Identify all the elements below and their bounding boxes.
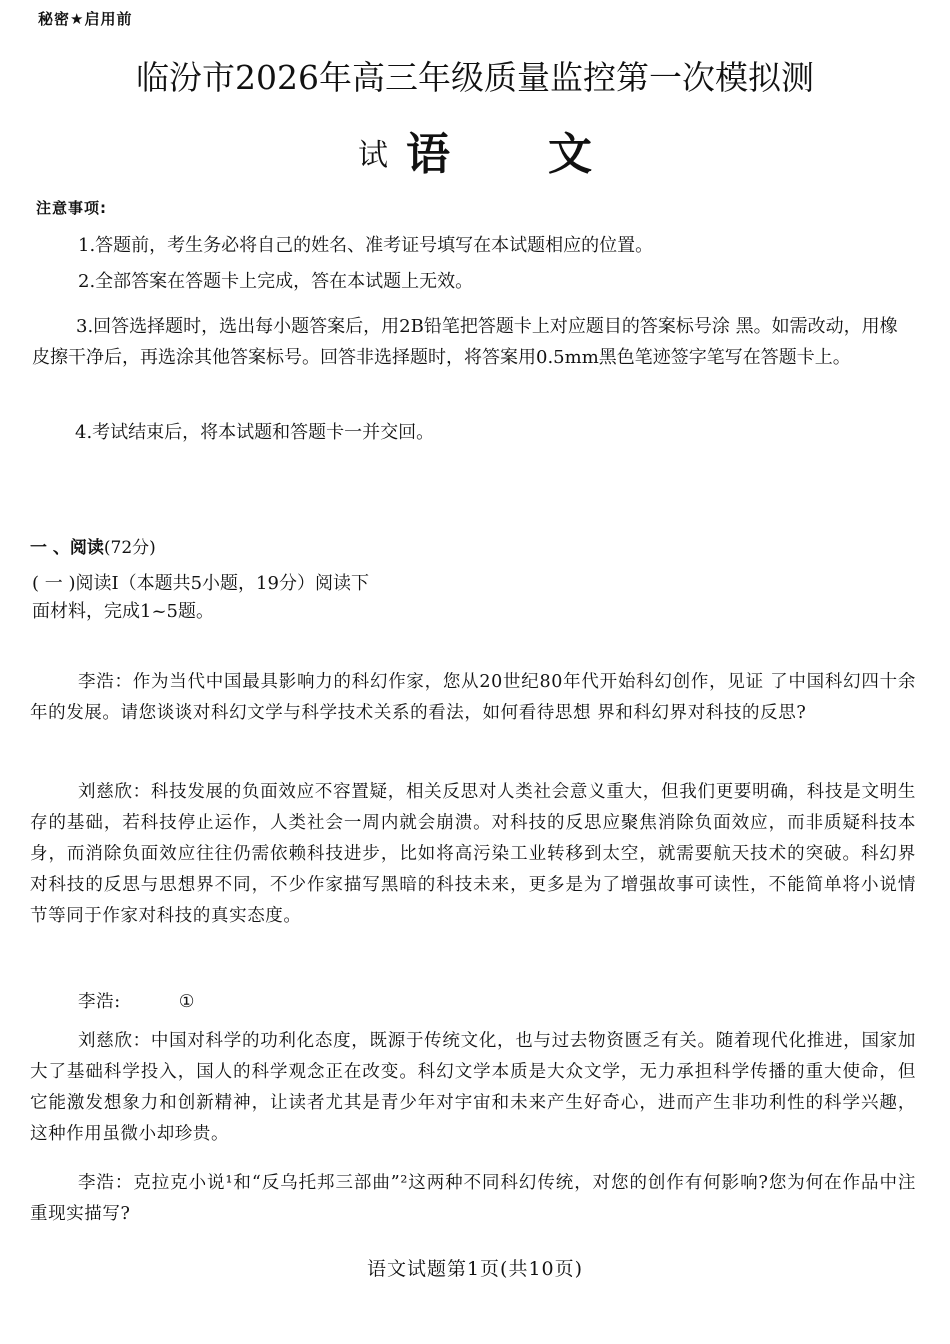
secret-label: 秘密★启用前 (38, 10, 133, 28)
notice-heading: 注意事项: (36, 199, 107, 217)
notice-item-1: 1.答题前，考生务必将自己的姓名、准考证号填写在本试题相应的位置。 (78, 235, 654, 256)
section-points: (72分) (103, 538, 156, 558)
notice-item-4: 4.考试结束后，将本试题和答题卡一并交回。 (75, 422, 435, 443)
notice-item-3: 3.回答选择题时，选出每小题答案后，用2B铅笔把答题卡上对应题目的答案标号涂 黑。如需改动，用橡皮擦干净后，再选涂其他答案标号。回答非选择题时，将答案用0.5mm黑色笔迹签字笔写在答题卡上。 (32, 316, 898, 368)
passage-paragraph: 刘慈欣：科技发展的负面效应不容置疑，相关反思对人类社会意义重大，但我们更要明确，科技是文明生存的基础，若科技停止运作，人类社会一周内就会崩溃。对科技的反思应聚焦消除负面效应，而非质疑科技本身，而消除负面效应往往仍需依赖科技进步，比如将高污染工业转移到太空，就需要航天技术的突破。科幻界对科技的反思与思想界不同，不少作家描写黑暗的科技未来，更多是为了增强故事可读性，不能简单将小说情节等同于作家对科技的真实态度。 (30, 782, 916, 926)
page-footer: 语文试题第1页(共10页) (366, 1258, 584, 1280)
section-title: 一 、阅读 (30, 538, 104, 558)
subject-title (0, 118, 950, 182)
blank-speaker: 李浩: (78, 992, 121, 1012)
blank-question-line (30, 987, 916, 1018)
subject-char-2: 文 (548, 129, 592, 180)
passage-paragraph: 李浩：克拉克小说¹和“反乌托邦三部曲”²这两种不同科幻传统，对您的创作有何影响?您为何在作品中注重现实描写? (30, 1173, 916, 1224)
notice-item-2: 2.全部答案在答题卡上完成，答在本试题上无效。 (78, 271, 474, 292)
section-heading (30, 533, 156, 558)
passage-paragraph: 李浩：作为当代中国最具影响力的科幻作家，您从20世纪80年代开始科幻创作，见证 了中国科幻四十余年的发展。请您谈谈对科幻文学与科学技术关系的看法，如何看待思想 界和科幻界对科技的反思? (30, 672, 916, 723)
exam-title: 临汾市2026年高三年级质量监控第一次模拟测 (136, 58, 814, 97)
passage-paragraph: 刘慈欣：中国对科学的功利化态度，既源于传统文化，也与过去物资匮乏有关。随着现代化推进，国家加大了基础科学投入，国人的科学观念正在改变。科幻文学本质是大众文学，无力承担科学传播的重大使命，但它能激发想象力和创新精神，让读者尤其是青少年对宇宙和未来产生好奇心，进而产生非功利性的科学兴趣，这种作用虽微小却珍贵。 (30, 1031, 916, 1144)
subject-char-1: 语 (406, 129, 450, 180)
part-label: ( 一 )阅读Ⅰ（本题共5小题，19分）阅读下面材料，完成1~5题。 (32, 573, 369, 622)
subject-prefix: 试 (358, 138, 388, 173)
blank-marker: ① (178, 992, 195, 1012)
